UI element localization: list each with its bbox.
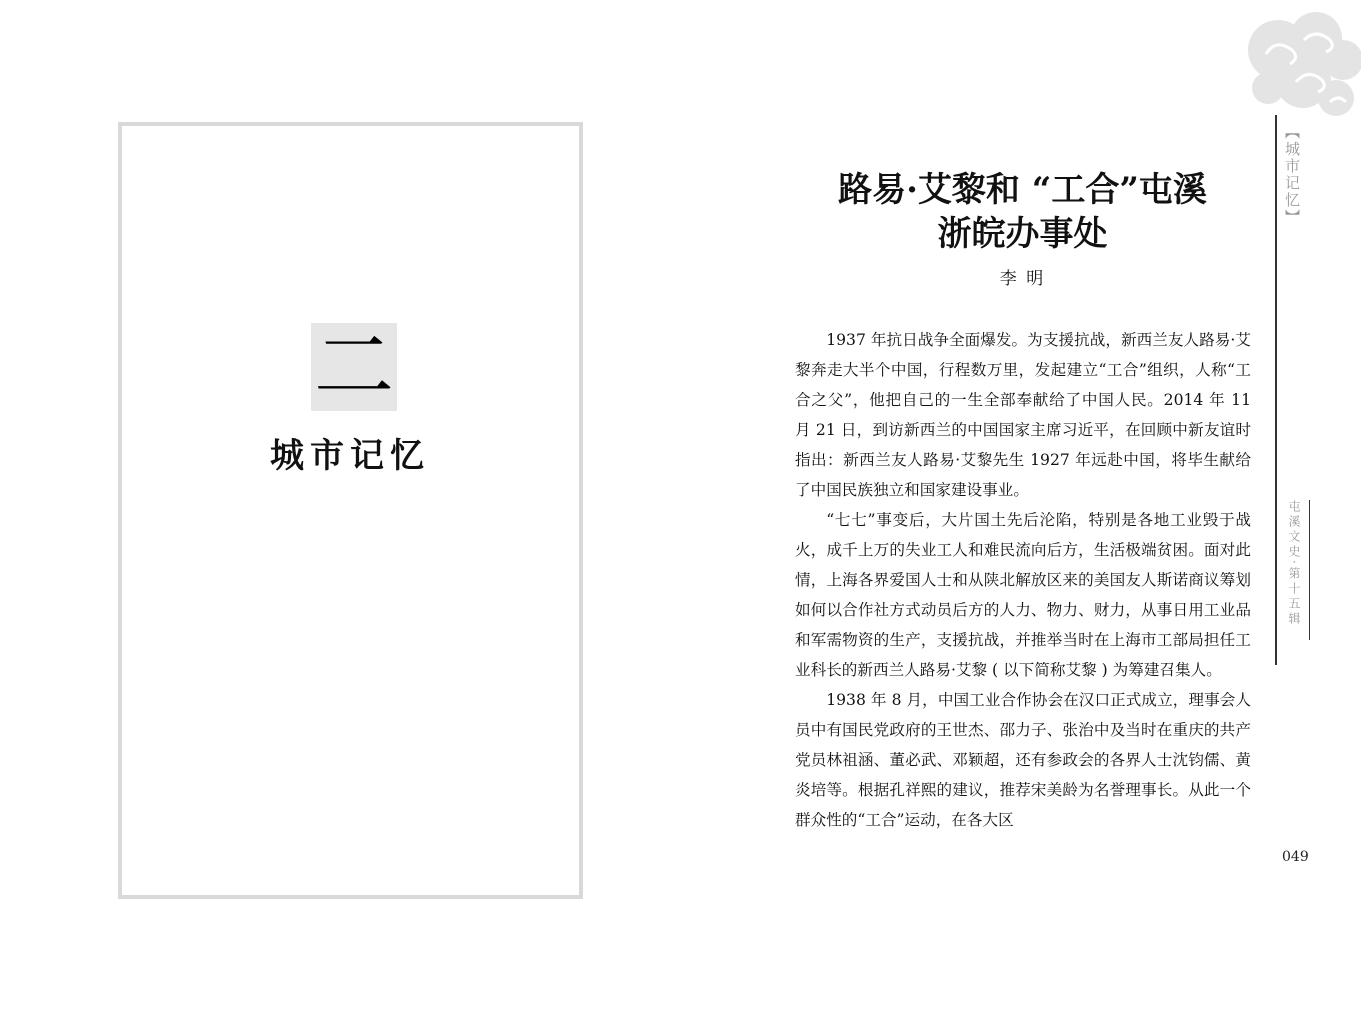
page-number: 049 xyxy=(1282,849,1309,865)
article-title-line-1: 路易·艾黎和 “工合”屯溪 xyxy=(838,170,1207,210)
cloud-ornament-icon xyxy=(1238,10,1361,120)
paragraph: 1937 年抗日战争全面爆发。为支援抗战，新西兰友人路易·艾黎奔走大半个中国，行程数万里，发起建立“工合”组织，人称“工合之父”，他把自己的一生全部奉献给了中国人民。2014 年 11 月 21 日，到访新西兰的中国国家主席习近平，在回顾中新友谊时指出：新西兰友人路易·艾黎先生 1927 年远赴中国，将毕生献给了中国民族独立和国家建设事业。 xyxy=(795,331,1251,499)
article-body xyxy=(795,325,1251,835)
margin-rule-top xyxy=(1275,115,1277,665)
article-title-line-2: 浙皖办事处 xyxy=(937,214,1108,254)
series-margin-label: 屯溪文史·第十五辑 xyxy=(1287,500,1301,627)
paragraph: “七七”事变后，大片国土先后沦陷，特别是各地工业毁于战火，成千上万的失业工人和难民流向后方，生活极端贫困。面对此情，上海各界爱国人士和从陕北解放区来的美国友人斯诺商议筹划如何以合作社方式动员后方的人力、物力、财力，从事日用工业品和军需物资的生产，支援抗战，并推举当时在上海市工部局担任工业科长的新西兰人路易·艾黎 ( 以下简称艾黎 ) 为筹建召集人。 xyxy=(795,511,1251,679)
section-numeral: 二 xyxy=(311,323,397,411)
paragraph: 1938 年 8 月，中国工业合作协会在汉口正式成立，理事会人员中有国民党政府的王世杰、邵力子、张治中及当时在重庆的共产党员林祖涵、董必武、邓颖超，还有参政会的各界人士沈钧儒、黄炎培等。根据孔祥熙的建议，推荐宋美龄为名誉理事长。从此一个群众性的“工合”运动，在各大区 xyxy=(795,691,1251,829)
article-title xyxy=(795,168,1250,256)
section-frame xyxy=(118,122,583,899)
margin-rule-series xyxy=(1309,500,1310,640)
section-title: 城市记忆 xyxy=(270,436,430,476)
section-margin-label: 【城市记忆】 xyxy=(1283,124,1301,226)
article-author: 李 明 xyxy=(999,269,1046,289)
